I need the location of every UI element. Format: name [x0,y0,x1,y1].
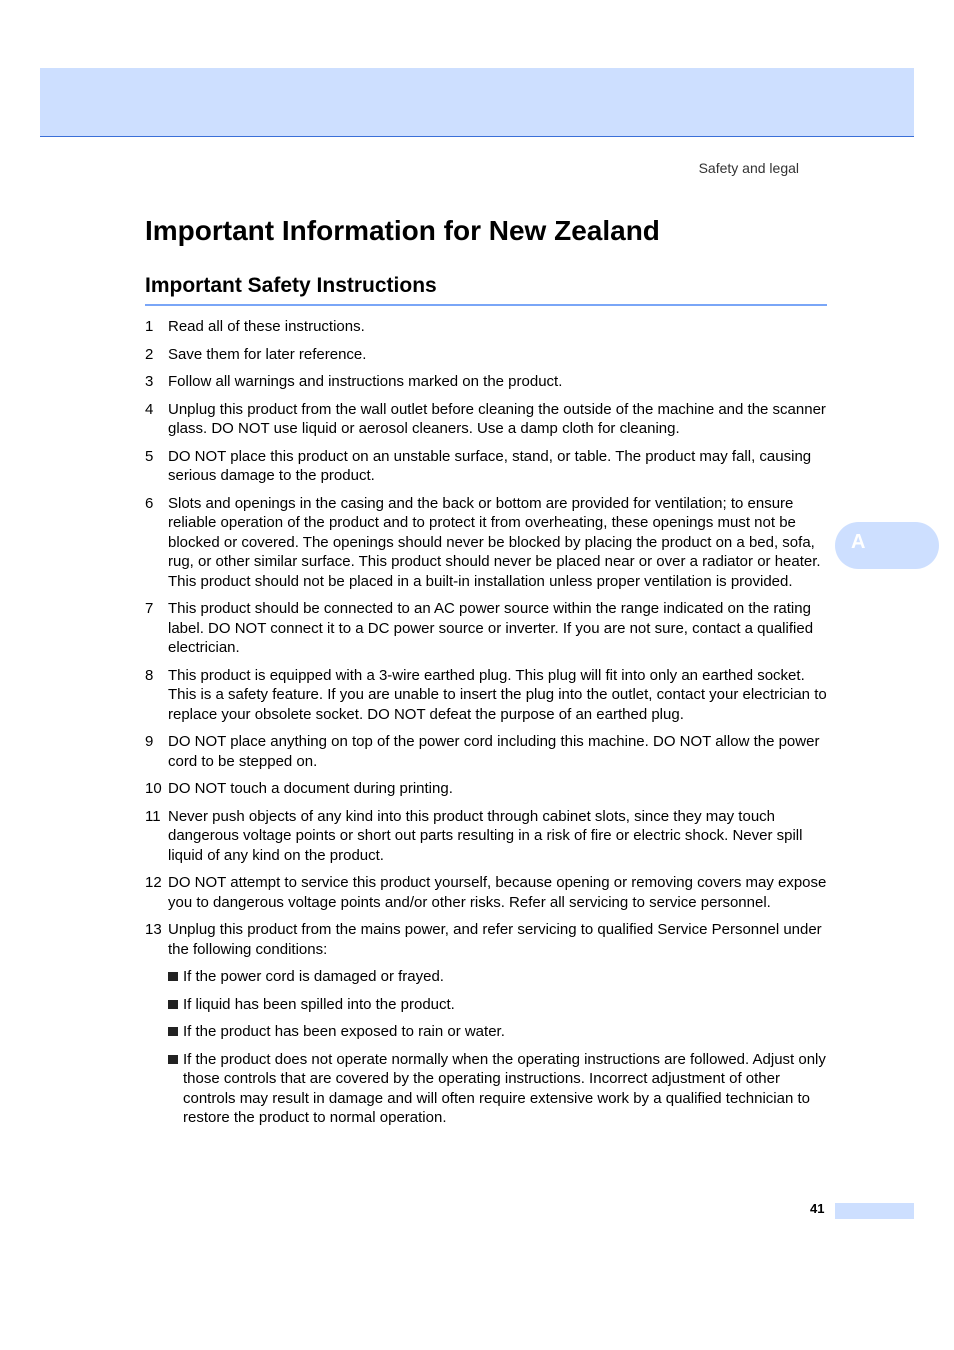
list-item [145,372,827,392]
condition-item [168,967,827,987]
item-number: 10 [145,780,162,797]
list-item [145,779,827,799]
item-number: 8 [145,666,154,684]
item-number: 12 [145,874,162,891]
item-number: 13 [145,921,162,938]
page-number-bar [835,1203,914,1219]
item-text: Unplug this product from the wall outlet before cleaning the outside of the machine and the scanner glass. DO NOT use liquid or aerosol cleaners. Use a damp cloth for cleaning. [168,400,826,437]
item-text: This product should be connected to an AC power source within the range indicated on the rating label. DO NOT connect it to a DC power source or inverter. If you are not sure, contact a qualified electrician. [168,600,814,656]
condition-item [168,995,827,1015]
item-text: Never push objects of any kind into this product through cabinet slots, since they may touch dangerous voltage points or short out parts resulting in a risk of fire or electric shock. Never spill liquid of any kind on the product. [168,807,803,864]
item-text: DO NOT attempt to service this product yourself, because opening or removing covers may expose you to dangerous voltage points and/or other risks. Refer all servicing to service personnel. [168,874,827,911]
list-item [145,447,827,486]
list-item [145,345,827,365]
item-text: DO NOT touch a document during printing. [168,780,453,797]
condition-text: If the product does not operate normally when the operating instructions are followed. Adjust only those controls that are covered by the operating instructions. Incorrect adjustment of other controls may result in damage and will often require extensive work by a qualified technician to restore the product to normal operation. [183,1050,826,1126]
list-item [145,873,827,912]
item-number: 11 [145,807,161,825]
condition-item [168,1022,827,1042]
condition-text: If the product has been exposed to rain or water. [183,1023,505,1040]
item-number: 6 [145,494,154,512]
item-number: 1 [145,318,154,335]
section-label: Safety and legal [698,160,799,176]
list-item [145,400,827,439]
item-text: This product is equipped with a 3-wire earthed plug. This plug will fit into only an earthed socket. This is a safety feature. If you are unable to insert the plug into the outlet, contact your electrician to replace your obsolete socket. DO NOT defeat the purpose of an earthed plug. [168,666,827,723]
item-text: Read all of these instructions. [168,318,365,335]
page-number: 41 [810,1201,825,1216]
bullet-square-icon [168,972,178,981]
header-band [40,68,914,137]
chapter-tab [835,522,939,569]
bullet-square-icon [168,1027,178,1036]
item-text: DO NOT place anything on top of the power cord including this machine. DO NOT allow the power cord to be stepped on. [168,733,820,770]
condition-item [168,1050,827,1128]
bullet-square-icon [168,1055,178,1064]
item-number: 7 [145,600,154,617]
item-body [168,920,827,1136]
instructions-list [145,317,827,1144]
item-text: DO NOT place this product on an unstable surface, stand, or table. The product may fall, causing serious damage to the product. [168,447,812,484]
item-number: 9 [145,733,154,750]
list-item [145,599,827,658]
list-item [145,807,827,866]
condition-text: If the power cord is damaged or frayed. [183,968,444,985]
list-item [145,317,827,337]
item-text: Slots and openings in the casing and the back or bottom are provided for ventilation; to ensure reliable operation of the product and to protect it from overheating, these openings must not be blocked or covered. The openings should never be blocked by placing the product on a bed, sofa, rug, or other similar surface. This product should never be placed near or over a radiator or heater. This product should not be placed in a built-in installation unless proper ventilation is provided. [168,494,821,590]
list-item [145,732,827,771]
bullet-square-icon [168,1000,178,1009]
page-title: Important Information for New Zealand [145,215,660,246]
item-text: Save them for later reference. [168,345,367,363]
section-heading: Important Safety Instructions [145,272,827,306]
conditions-list [168,967,827,1128]
item-number: 3 [145,373,154,390]
item-text: Follow all warnings and instructions marked on the product. [168,373,563,390]
list-item [145,666,827,725]
list-item [145,920,827,1136]
item-number: 2 [145,345,154,363]
chapter-tab-label: A [851,531,866,553]
condition-text: If liquid has been spilled into the product. [183,995,455,1013]
item-number: 4 [145,400,154,418]
item-number: 5 [145,447,154,465]
list-item [145,494,827,592]
item-text: Unplug this product from the mains power, and refer servicing to qualified Service Personnel under the following conditions: [168,921,822,958]
